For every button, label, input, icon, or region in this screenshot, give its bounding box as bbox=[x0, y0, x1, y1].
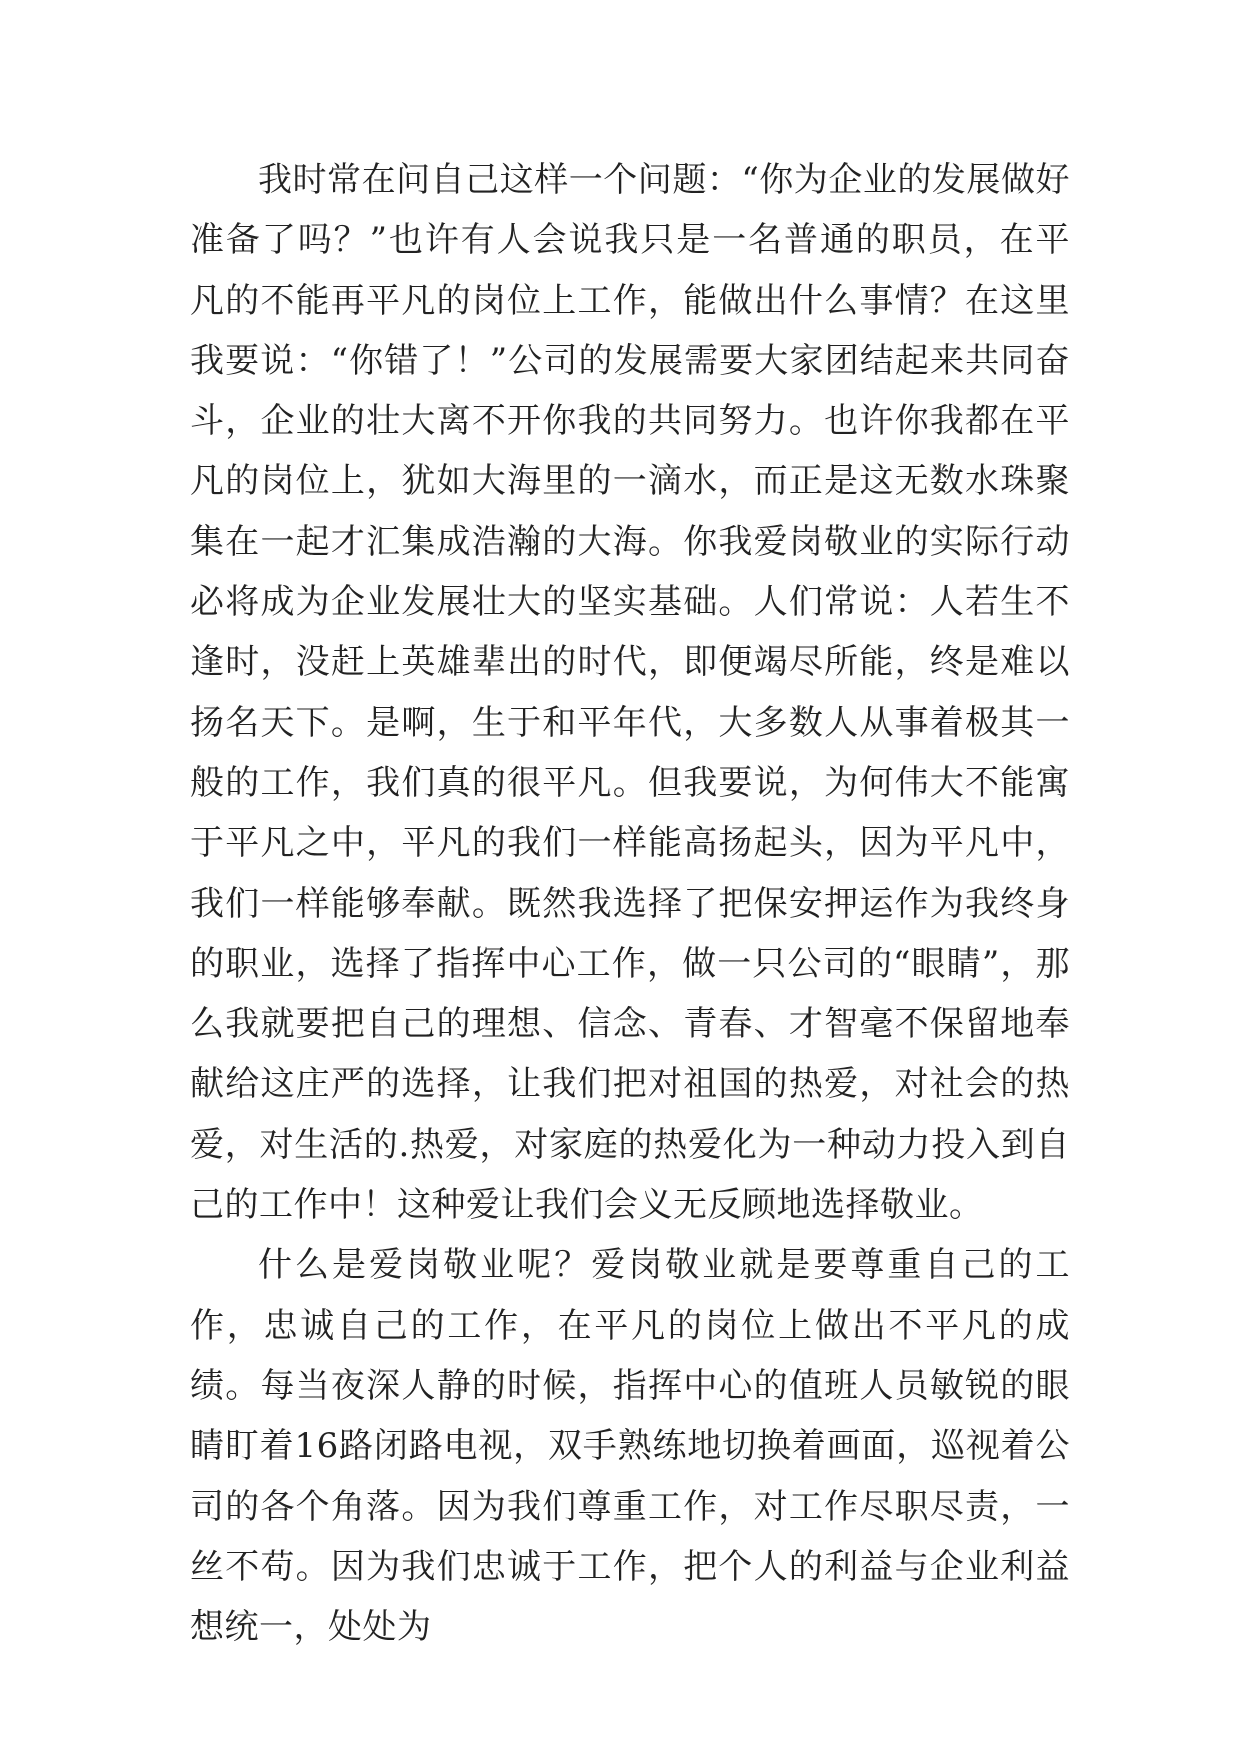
document-body bbox=[190, 150, 1070, 1657]
paragraph-1: 我时常在问自己这样一个问题：“你为企业的发展做好准备了吗？”也许有人会说我只是一名普通的职员，在平凡的不能再平凡的岗位上工作，能做出什么事情？在这里我要说：“你错了！”公司的发展需要大家团结起来共同奋斗，企业的壮大离不开你我的共同努力。也许你我都在平凡的岗位上，犹如大海里的一滴水，而正是这无数水珠聚集在一起才汇集成浩瀚的大海。你我爱岗敬业的实际行动必将成为企业发展壮大的坚实基础。人们常说：人若生不逢时，没赶上英雄辈出的时代，即便竭尽所能，终是难以扬名天下。是啊，生于和平年代，大多数人从事着极其一般的工作，我们真的很平凡。但我要说，为何伟大不能寓于平凡之中，平凡的我们一样能高扬起头，因为平凡中，我们一样能够奉献。既然我选择了把保安押运作为我终身的职业，选择了指挥中心工作，做一只公司的“眼睛”，那么我就要把自己的理想、信念、青春、才智毫不保留地奉献给这庄严的选择，让我们把对祖国的热爱，对社会的热爱，对生活的.热爱，对家庭的热爱化为一种动力投入到自己的工作中！这种爱让我们会义无反顾地选择敬业。 bbox=[190, 160, 1070, 1226]
paragraph-2: 什么是爱岗敬业呢？爱岗敬业就是要尊重自己的工作，忠诚自己的工作，在平凡的岗位上做出不平凡的成绩。每当夜深人静的时候，指挥中心的值班人员敏锐的眼睛盯着16路闭路电视，双手熟练地切换着画面，巡视着公司的各个角落。因为我们尊重工作，对工作尽职尽责，一丝不苟。因为我们忠诚于工作，把个人的利益与企业利益想统一，处处为 bbox=[190, 1245, 1070, 1648]
